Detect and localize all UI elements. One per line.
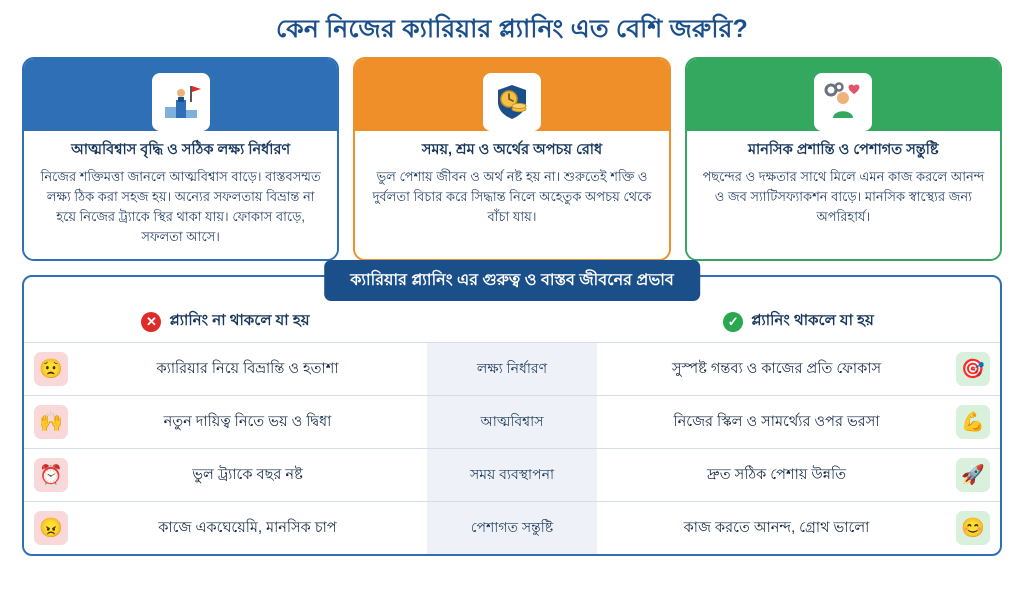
- card-1-title: আত্মবিশ্বাস বৃদ্ধি ও সঠিক লক্ষ্য নির্ধারণ: [71, 142, 291, 159]
- positive-text: সুস্পষ্ট গন্তব্য ও কাজের প্রতি ফোকাস: [671, 360, 882, 377]
- negative-text: ভুল ট্র্যাকে বছর নষ্ট: [192, 466, 303, 483]
- card-3-title: মানসিক প্রশান্তি ও পেশাগত সন্তুষ্টি: [748, 142, 939, 159]
- positive-text: কাজ করতে আনন্দ, গ্রোথ ভালো: [683, 519, 870, 536]
- card-3-body: [687, 131, 1000, 259]
- sad-face-icon: 😟: [34, 352, 68, 386]
- positive-cell: [597, 449, 1000, 501]
- table-row: [24, 501, 1000, 554]
- negative-cell: [24, 502, 427, 554]
- negative-cell: [24, 343, 427, 395]
- angry-face-icon: 😠: [34, 511, 68, 545]
- card-1-text: নিজের শক্তিমত্তা জানলে আত্মবিশ্বাস বাড়ে। বাস্তবসম্মত লক্ষ্য ঠিক করা সহজ হয়। অন্যের সফলতায় বিভ্রান্ত না হয়ে নিজের ট্র্যাকে স্থির থাকা যায়। ফোকাস বাড়ে, সফলতা আসে।: [40, 168, 321, 245]
- negative-column-header: [24, 309, 427, 334]
- nervous-hands-icon: 🙌: [34, 405, 68, 439]
- cross-icon: ✕: [141, 312, 161, 332]
- comparison-panel: [22, 272, 1002, 556]
- table-row: [24, 448, 1000, 501]
- panel-banner: ক্যারিয়ার প্ল্যানিং এর গুরুত্ব ও বাস্তব জীবনের প্রভাব: [324, 260, 700, 301]
- podium-flag-icon: [152, 73, 210, 131]
- topic-label: আত্মবিশ্বাস: [427, 396, 597, 448]
- flexed-arm-icon: 💪: [956, 405, 990, 439]
- rocket-icon: 🚀: [956, 458, 990, 492]
- table-row: [24, 395, 1000, 448]
- clock-icon: ⏰: [34, 458, 68, 492]
- card-1-header: [24, 59, 337, 131]
- positive-cell: [597, 343, 1000, 395]
- card-2-header: [355, 59, 668, 131]
- topic-label: পেশাগত সন্তুষ্টি: [427, 502, 597, 554]
- negative-text: নতুন দায়িত্ব নিতে ভয় ও দ্বিধা: [163, 413, 332, 430]
- card-3-text: পছন্দের ও দক্ষতার সাথে মিলে এমন কাজ করলে আনন্দ ও জব স্যাটিসফ্যাকশন বাড়ে। মানসিক স্বাস্থ্যের জন্য অপরিহার্য।: [702, 168, 985, 225]
- positive-cell: [597, 396, 1000, 448]
- comparison-header-row: [24, 303, 1000, 342]
- positive-column-header: [597, 309, 1000, 334]
- card-2-text: ভুল পেশায় জীবন ও অর্থ নষ্ট হয় না। শুরুতেই শক্তি ও দুর্বলতা বিচার করে সিদ্ধান্ত নিলে অহেতুক অপচয় থেকে বাঁচা যায়।: [372, 168, 652, 225]
- smiling-face-icon: 😊: [956, 511, 990, 545]
- check-icon: ✓: [723, 312, 743, 332]
- card-1-body: [24, 131, 337, 259]
- shield-coins-clock-icon: [483, 73, 541, 131]
- benefit-card-2: [353, 57, 670, 261]
- positive-column-label: প্ল্যানিং থাকলে যা হয়: [751, 312, 874, 330]
- target-dart-icon: 🎯: [956, 352, 990, 386]
- positive-cell: [597, 502, 1000, 554]
- person-gear-heart-icon: [814, 73, 872, 131]
- positive-text: নিজের স্কিল ও সামর্থ্যের ওপর ভরসা: [673, 413, 880, 430]
- card-3-header: [687, 59, 1000, 131]
- panel-inner: [24, 277, 1000, 554]
- negative-column-label: প্ল্যানিং না থাকলে যা হয়: [169, 312, 310, 330]
- positive-text: দ্রুত সঠিক পেশায় উন্নতি: [707, 466, 846, 483]
- negative-cell: [24, 449, 427, 501]
- topic-label: লক্ষ্য নির্ধারণ: [427, 343, 597, 395]
- negative-cell: [24, 396, 427, 448]
- benefit-cards: [0, 51, 1024, 261]
- card-2-body: [355, 131, 668, 259]
- negative-text: কাজে একঘেয়েমি, মানসিক চাপ: [158, 519, 337, 536]
- topic-label: সময় ব্যবস্থাপনা: [427, 449, 597, 501]
- page-title: কেন নিজের ক্যারিয়ার প্ল্যানিং এত বেশি জরুরি?: [276, 15, 748, 43]
- card-2-title: সময়, শ্রম ও অর্থের অপচয় রোধ: [421, 142, 603, 159]
- benefit-card-3: [685, 57, 1002, 261]
- negative-text: ক্যারিয়ার নিয়ে বিভ্রান্তি ও হতাশা: [156, 360, 339, 377]
- table-row: [24, 342, 1000, 395]
- benefit-card-1: [22, 57, 339, 261]
